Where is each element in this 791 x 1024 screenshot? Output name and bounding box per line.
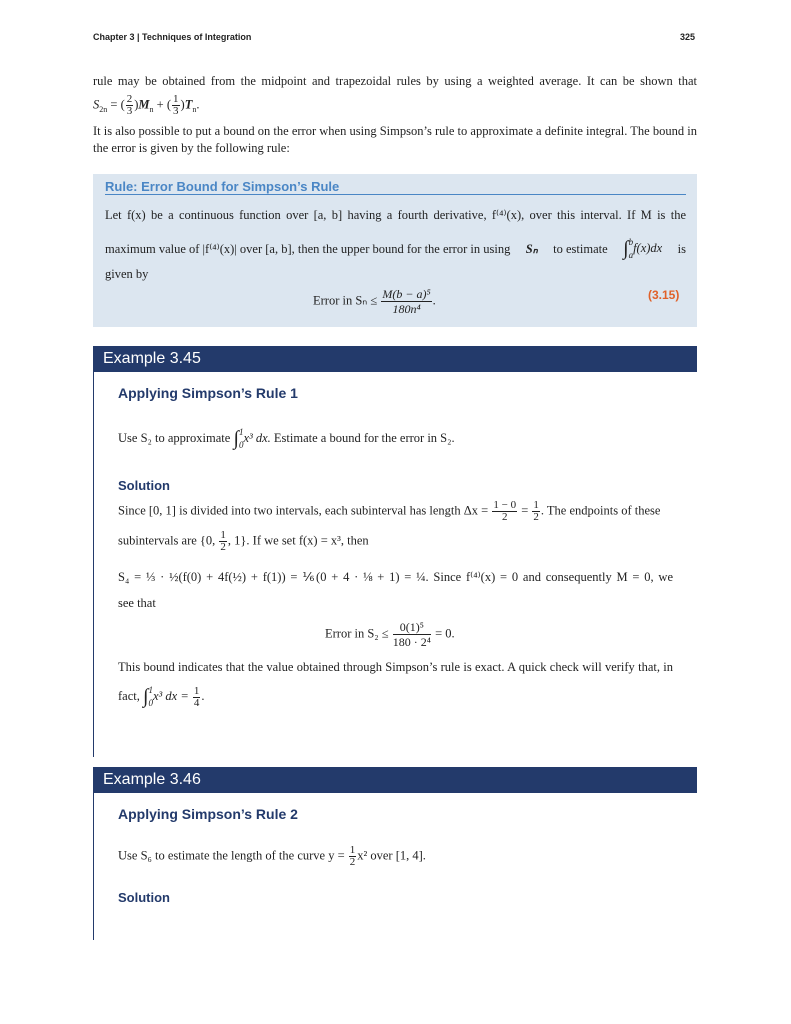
- integral: ∫ b a f(x)dx: [623, 237, 663, 260]
- sub: 2n: [99, 104, 108, 114]
- solution-line-1: Since [0, 1] is divided into two intervals, each subinterval has length Δx = $\frac{1 - 0}{2}$ = $\frac{1}{2}$ . The endpoints of these: [118, 499, 661, 523]
- fraction: $\frac{1}{3}$: [173, 93, 179, 117]
- sub: n: [149, 104, 154, 114]
- fraction: $\frac{2}{3}$: [126, 93, 133, 117]
- sub: n: [192, 104, 197, 114]
- equation-number: (3.15): [648, 288, 680, 302]
- eq: =: [107, 97, 121, 112]
- example-border: [93, 793, 94, 940]
- solution-label: Solution: [118, 890, 170, 905]
- example-title: Applying Simpson’s Rule 1: [118, 385, 298, 401]
- example-label: Example 3.45: [103, 350, 201, 367]
- para2-line-2: the error is given by the following rule:: [93, 141, 290, 155]
- error-bound-formula: Error in Sₙ ≤ $\frac{\text{M(b − a)⁵}}{\text{180n⁴}}$ .: [313, 287, 436, 316]
- rule-line-1: Let f(x) be a continuous function over [a, b] having a fourth derivative, f⁽⁴⁾(x), over this interval. If M is the: [105, 208, 686, 222]
- example-title: Applying Simpson’s Rule 2: [118, 806, 298, 822]
- example-label: Example 3.46: [103, 771, 201, 788]
- text: maximum value of |f⁽⁴⁾(x)| over [a, b], then the upper bound for the error in using: [105, 242, 511, 256]
- example-header-3-45: [93, 346, 697, 372]
- plus: +: [153, 97, 167, 112]
- conclusion-line-1: This bound indicates that the value obtained through Simpson’s rule is exact. A quick check will verify that, in: [118, 660, 673, 674]
- error-formula: Error in S₂ ≤ $\frac{\text{0(1)⁵}}{\text{180 · 2⁴}}$ = 0.: [325, 620, 455, 649]
- rule-box: [93, 174, 697, 327]
- solution-line-3: S₄ = ⅓ · ½(f(0) + 4f(½) + f(1)) = ⅙(0 + 4 · ⅛ + 1) = ¼. Since f⁽⁴⁾(x) = 0 and consequently M = 0, we: [118, 570, 673, 584]
- s2n-formula: $S_{2n}$ = ( $\frac{2}{3}$ )$M_n$ + ( $\frac{1}{3}$ )$T_n$.: [93, 93, 200, 117]
- text: is: [677, 241, 686, 256]
- rule-line-3: given by: [105, 267, 149, 281]
- intro-line-1: rule may be obtained from the midpoint and trapezoidal rules by using a weighted average. It can be shown that: [93, 74, 697, 88]
- example-problem: Use S₂ to approximate ∫ 1 0 x³ dx. Estimate a bound for the error in S₂.: [118, 427, 455, 450]
- period: .: [196, 97, 200, 112]
- para2-line-1: It is also possible to put a bound on the error when using Simpson’s rule to approximate a definite integral. The bound in: [93, 124, 697, 138]
- solution-line-4: see that: [118, 596, 156, 610]
- text: to estimate: [553, 241, 608, 256]
- solution-line-2: subintervals are {0, $\frac{1}{2}$ , 1}. If we set f(x) = x³, then: [118, 529, 369, 553]
- conclusion-line-2: fact, ∫ 1 0 x³ dx = $\frac{1}{4}$ .: [118, 684, 205, 709]
- chapter-header: Chapter 3 | Techniques of Integration: [93, 32, 252, 42]
- m: M: [138, 97, 150, 112]
- rule-title-underline: [105, 194, 686, 195]
- rule-line-2: [105, 236, 686, 262]
- solution-label: Solution: [118, 478, 170, 493]
- s-symbol: S: [93, 97, 100, 112]
- sn: Sₙ: [525, 242, 538, 256]
- page-number: 325: [680, 32, 696, 42]
- t: T: [184, 97, 193, 112]
- example-border: [93, 372, 94, 757]
- rule-title: Rule: Error Bound for Simpson’s Rule: [105, 179, 340, 194]
- example-problem: Use S₆ to estimate the length of the curve y = $\frac{1}{2}$ x² over [1, 4].: [118, 844, 426, 868]
- example-header-3-46: [93, 767, 697, 793]
